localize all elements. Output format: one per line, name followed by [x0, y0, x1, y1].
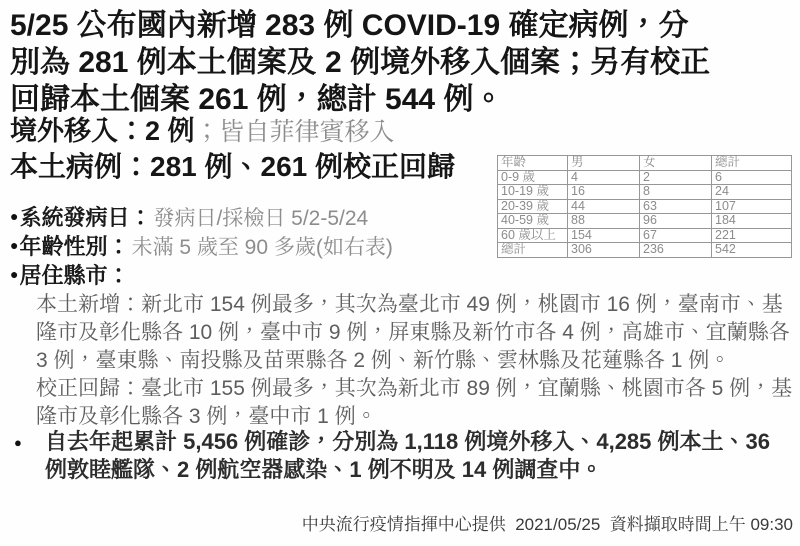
source-attribution: 中央流行疫情指揮中心提供 2021/05/25 資料擷取時間上午 09:30	[301, 515, 793, 534]
bullet-icon: ●	[10, 236, 19, 253]
bullet-icon: ●	[10, 207, 19, 224]
table-cell: 總計	[498, 243, 568, 258]
bullet-icon: ●	[10, 265, 19, 282]
table-cell: 44	[568, 199, 640, 214]
table-cell: 2	[640, 170, 712, 185]
bullet-label: 居住縣市：	[19, 263, 130, 288]
table-cell: 0-9 歲	[498, 170, 568, 185]
domestic-cases-line: 本土病例：281 例、261 例校正回歸	[10, 151, 455, 182]
table-cell: 67	[640, 228, 712, 243]
bullet-onset-date	[10, 201, 393, 230]
table-cell: 40-59 歲	[498, 214, 568, 229]
table-row	[498, 228, 792, 243]
paragraph-line: 本土新增：新北市 154 例最多，其次為臺北市 49 例，桃園市 16 例，臺南市、基	[36, 293, 783, 316]
imported-cases-label: 境外移入：2 例	[10, 116, 195, 146]
table-cell: 184	[712, 214, 792, 229]
table-row	[498, 214, 792, 229]
headline-line-2: 別為 281 例本土個案及 2 例境外移入個案；另有校正	[10, 46, 711, 79]
cumulative-total-text	[45, 428, 770, 484]
paragraph-line: 自去年起累計 5,456 例確診，分別為 1,118 例境外移入、4,285 例本土、36	[45, 429, 770, 454]
table-cell: 20-39 歲	[498, 199, 568, 214]
paragraph-line: 隆市及彰化縣各 10 例，臺中市 9 例，屏東縣及新竹市各 4 例，高雄市、宜蘭縣各	[36, 321, 790, 344]
table-cell: 16	[568, 185, 640, 200]
table-row	[498, 170, 792, 185]
imported-cases-note: ；皆自菲律賓移入	[194, 118, 395, 146]
table-cell: 236	[640, 243, 712, 258]
table-cell: 8	[640, 185, 712, 200]
bullet-age-sex	[10, 230, 393, 259]
paragraph-line: 隆市及彰化縣各 3 例，臺中市 1 例。	[36, 405, 377, 428]
imported-cases-line	[10, 116, 395, 148]
table-cell: 4	[568, 170, 640, 185]
table-cell: 306	[568, 243, 640, 258]
domestic-new-paragraph	[36, 291, 796, 375]
summary-bullet-list	[10, 201, 393, 288]
headline-line-3: 回歸本土個案 261 例，總計 544 例。	[10, 83, 504, 116]
paragraph-line: 3 例，臺東縣、南投縣及苗栗縣各 2 例、新竹縣、雲林縣及花蓮縣各 1 例。	[36, 349, 731, 372]
table-cell: 221	[712, 228, 792, 243]
table-row	[498, 185, 792, 200]
bullet-value: 未滿 5 歲至 90 多歲(如右表)	[131, 236, 393, 259]
table-cell: 6	[712, 170, 792, 185]
table-cell: 60 歲以上	[498, 228, 568, 243]
table-cell: 10-19 歲	[498, 185, 568, 200]
table-cell: 88	[568, 214, 640, 229]
bullet-value: 發病日/採檢日 5/2-5/24	[153, 207, 369, 230]
headline	[10, 7, 796, 118]
bullet-icon: ●	[14, 435, 22, 450]
table-header-cell: 女	[640, 156, 712, 171]
table-header-row	[498, 156, 792, 171]
table-cell: 96	[640, 214, 712, 229]
retro-added-paragraph	[36, 375, 796, 431]
bullet-label: 年齡性別：	[19, 234, 130, 259]
table-header-cell: 男	[568, 156, 640, 171]
bullet-label: 系統發病日：	[19, 205, 152, 230]
table-header-cell: 年齡	[498, 156, 568, 171]
age-sex-table	[497, 155, 792, 258]
table-cell: 63	[640, 199, 712, 214]
table-header-cell: 總計	[712, 156, 792, 171]
paragraph-line: 例敦睦艦隊、2 例航空器感染、1 例不明及 14 例調查中。	[45, 457, 603, 482]
table-cell: 24	[712, 185, 792, 200]
table-row	[498, 243, 792, 258]
cumulative-total-bullet	[14, 428, 770, 484]
residence-paragraphs	[36, 291, 796, 431]
table-row	[498, 199, 792, 214]
table-cell: 107	[712, 199, 792, 214]
table-cell: 154	[568, 228, 640, 243]
table-cell: 542	[712, 243, 792, 258]
paragraph-line: 校正回歸：臺北市 155 例最多，其次為新北市 89 例，宜蘭縣、桃園市各 5 例，基	[36, 377, 793, 400]
headline-line-1: 5/25 公布國內新增 283 例 COVID-19 確定病例，分	[10, 9, 689, 42]
bullet-residence	[10, 259, 393, 288]
